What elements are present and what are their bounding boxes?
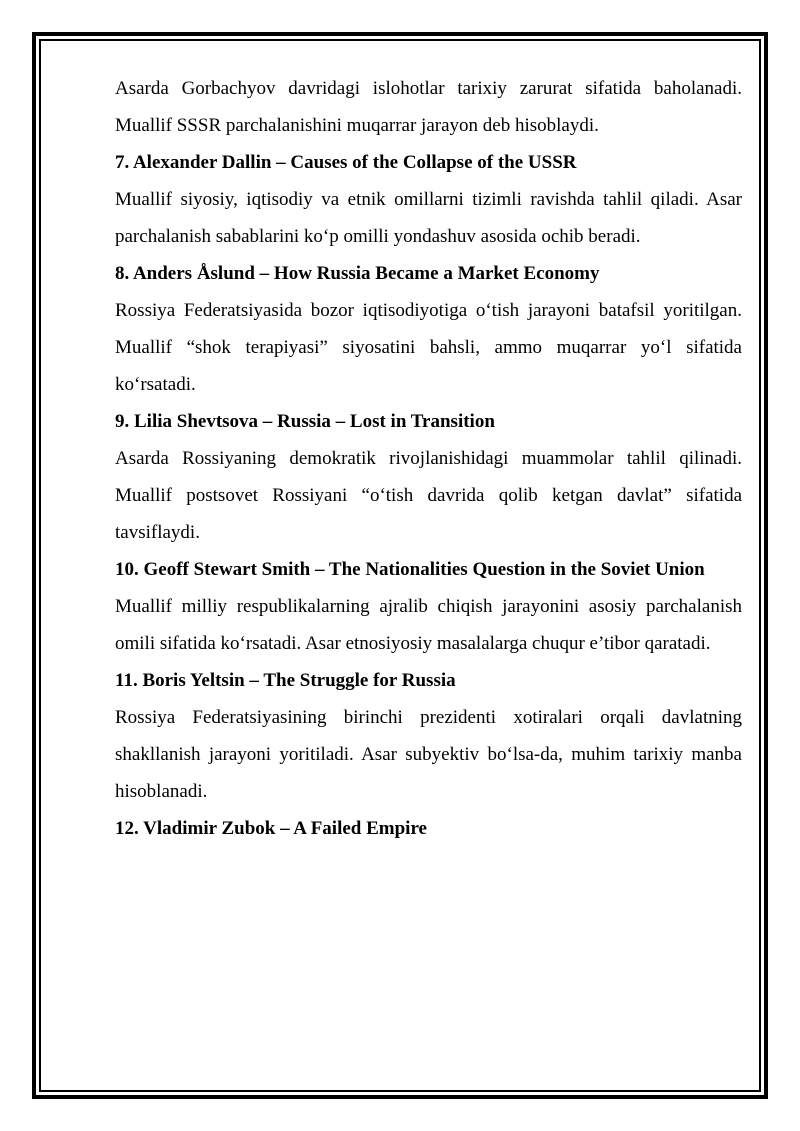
heading-smith: 10. Geoff Stewart Smith – The Nationalities Question in the Soviet Union <box>115 559 705 580</box>
paragraph-yeltsin: Rossiya Federatsiyasining birinchi prezidenti xotiralari orqali davlatning shakllanish jarayoni yoritiladi. Asar subyektiv bo‘lsa-da, muhim tarixiy manba hisoblanadi. <box>115 707 742 802</box>
paragraph-shevtsova: Asarda Rossiyaning demokratik rivojlanishidagi muammolar tahlil qilinadi. Muallif postsovet Rossiyani “o‘tish davrida qolib ketgan davlat” sifatida tavsiflaydi. <box>115 448 742 543</box>
document-body <box>115 70 742 847</box>
heading-shevtsova: 9. Lilia Shevtsova – Russia – Lost in Transition <box>115 411 495 432</box>
heading-aslund: 8. Anders Åslund – How Russia Became a Market Economy <box>115 263 600 284</box>
heading-zubok: 12. Vladimir Zubok – A Failed Empire <box>115 818 427 839</box>
paragraph-aslund: Rossiya Federatsiyasida bozor iqtisodiyotiga o‘tish jarayoni batafsil yoritilgan. Muallif “shok terapiyasi” siyosatini bahsli, ammo muqarrar yo‘l sifatida ko‘rsatadi. <box>115 300 742 395</box>
heading-dallin: 7. Alexander Dallin – Causes of the Collapse of the USSR <box>115 152 577 173</box>
paragraph-dallin: Muallif siyosiy, iqtisodiy va etnik omillarni tizimli ravishda tahlil qiladi. Asar parchalanish sabablarini ko‘p omilli yondashuv asosida ochib beradi. <box>115 189 742 247</box>
paragraph-gorbachev-reforms: Asarda Gorbachyov davridagi islohotlar tarixiy zarurat sifatida baholanadi. Muallif SSSR parchalanishini muqarrar jarayon deb hisoblaydi. <box>115 78 742 136</box>
heading-yeltsin: 11. Boris Yeltsin – The Struggle for Russia <box>115 670 456 691</box>
paragraph-smith: Muallif milliy respublikalarning ajralib chiqish jarayonini asosiy parchalanish omili sifatida ko‘rsatadi. Asar etnosiyosiy masalalarga chuqur e’tibor qaratadi. <box>115 596 742 654</box>
